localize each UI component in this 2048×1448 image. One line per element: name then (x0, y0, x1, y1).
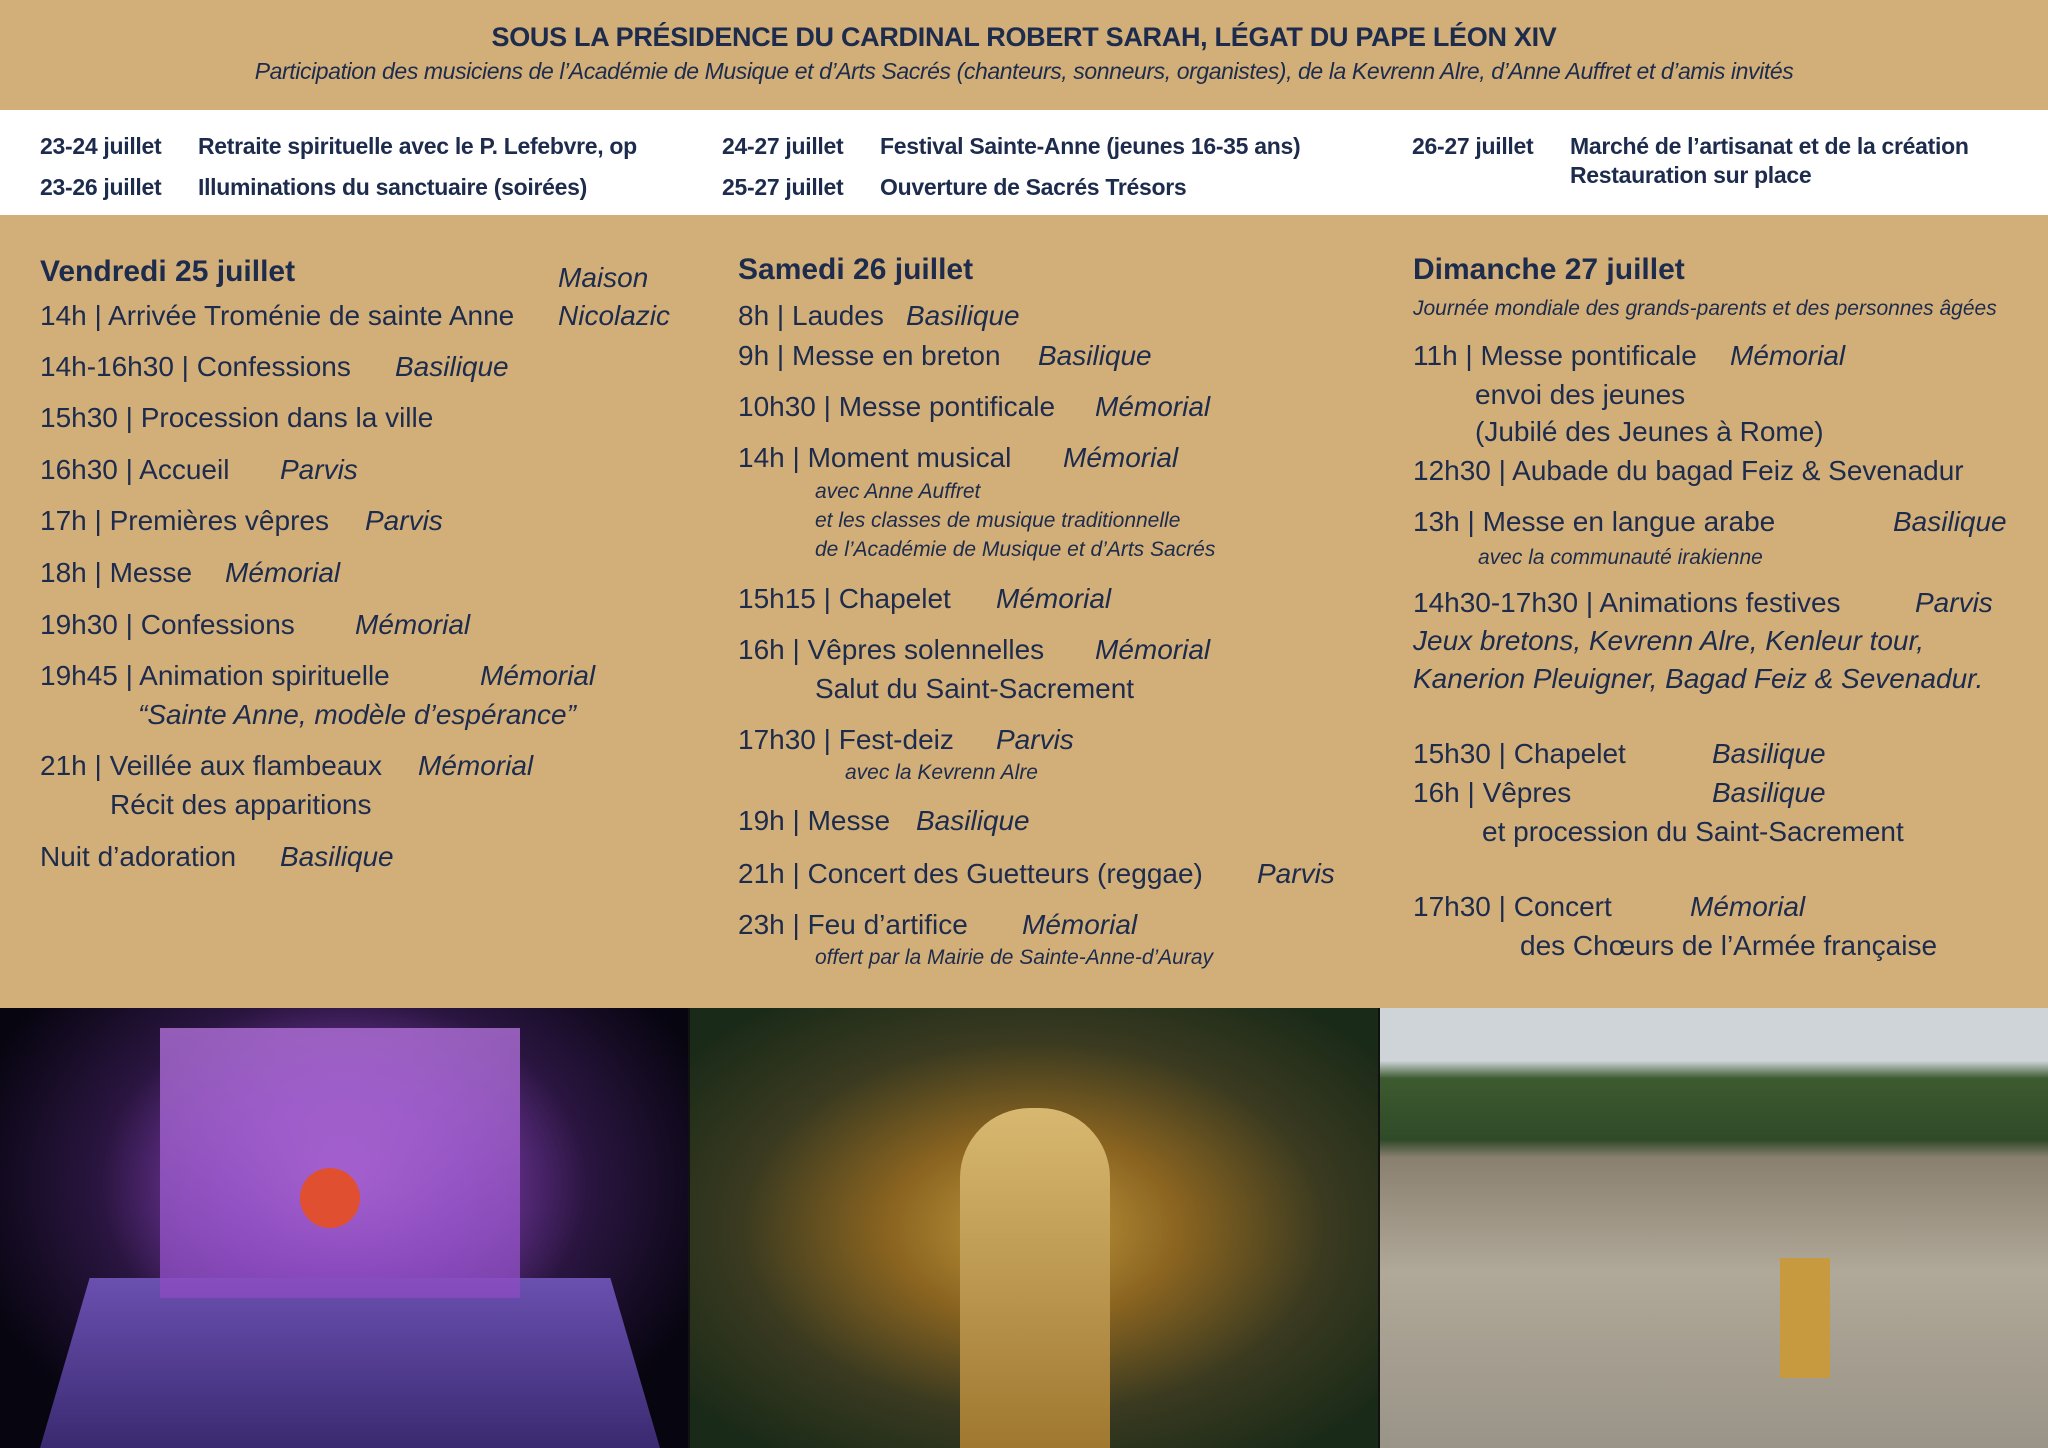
separator: | (117, 454, 140, 485)
entry-place: Parvis (1915, 587, 1993, 618)
entry-place: Parvis (1257, 858, 1335, 889)
separator: | (784, 805, 808, 836)
entry-title: Concert des Guetteurs (reggae) (807, 858, 1203, 889)
separator: | (1459, 506, 1483, 537)
entry-time: 19h30 (40, 609, 118, 640)
separator: | (784, 909, 808, 940)
schedule-entry (40, 839, 236, 875)
entry-title: Vêpres solennelles (807, 634, 1045, 665)
photo-strip (0, 1008, 2048, 1448)
schedule-entry (738, 803, 890, 839)
band-date: 23-26 juillet (40, 174, 162, 200)
separator: | (1490, 891, 1514, 922)
band-date: 23-24 juillet (40, 133, 162, 159)
entry-title: Confessions (196, 351, 351, 382)
separator: | (769, 300, 792, 331)
entry-title: Aubade du bagad Feiz & Sevenadur (1512, 455, 1964, 486)
separator: | (117, 660, 140, 691)
separator: | (86, 300, 109, 331)
entry-time: 16h30 (40, 454, 118, 485)
schedule-entry (1413, 453, 1964, 489)
schedule-entry (1413, 585, 1841, 621)
entry-place: Nicolazic (558, 300, 671, 331)
entry-detail: offert par la Mairie de Sainte-Anne-d’Auray (815, 946, 1214, 969)
entry-time: 17h30 (1413, 891, 1491, 922)
entry-time: 13h (1413, 506, 1460, 537)
day-title: Samedi 26 juillet (738, 253, 974, 286)
entry-title: Concert (1513, 891, 1612, 922)
entry-title: Messe (807, 805, 891, 836)
entry-detail: “Sainte Anne, modèle d’espérance” (138, 699, 576, 730)
entry-title: Messe pontificale (1480, 340, 1697, 371)
entry-title: Messe (109, 557, 193, 588)
entry-detail: Jeux bretons, Kevrenn Alre, Kenleur tour, (1413, 625, 1925, 656)
separator: | (1578, 587, 1600, 618)
entry-title: Chapelet (838, 583, 951, 614)
entry-title: Messe en breton (792, 340, 1001, 371)
schedule-entry (1413, 338, 1697, 374)
separator: | (815, 583, 839, 614)
band-event: Ouverture de Sacrés Trésors (880, 174, 1187, 200)
schedule-entry (738, 338, 1001, 374)
photo-illuminated-basilica (0, 1008, 688, 1448)
schedule-entry (1413, 889, 1612, 925)
entry-place: Basilique (1712, 738, 1826, 769)
entry-detail: de l’Académie de Musique et d’Arts Sacrés (815, 538, 1216, 561)
entry-place: Mémorial (225, 557, 341, 588)
entry-place: Parvis (280, 454, 358, 485)
entry-title: Messe pontificale (838, 391, 1056, 422)
entry-detail: (Jubilé des Jeunes à Rome) (1475, 416, 1824, 447)
header (0, 0, 2048, 110)
entry-detail: avec la communauté irakienne (1478, 546, 1763, 569)
separator: | (769, 340, 792, 371)
entry-time: 15h15 (738, 583, 816, 614)
day-note: Journée mondiale des grands-parents et des personnes âgées (1413, 297, 1997, 320)
separator: | (86, 750, 110, 781)
entry-detail: envoi des jeunes (1475, 379, 1686, 410)
schedule-entry (738, 440, 1011, 476)
entry-title: Fest-deiz (838, 724, 954, 755)
band-date: 24-27 juillet (722, 133, 844, 159)
entry-place: Parvis (365, 505, 443, 536)
entry-place: Mémorial (996, 583, 1112, 614)
entry-detail: Salut du Saint-Sacrement (815, 673, 1135, 704)
separator: | (784, 634, 808, 665)
schedule-entry (40, 607, 295, 643)
entry-title: Feu d’artifice (807, 909, 968, 940)
schedule-entry (40, 452, 229, 488)
entry-time: 21h (738, 858, 785, 889)
entry-place: Basilique (916, 805, 1030, 836)
entry-place: Mémorial (1690, 891, 1806, 922)
separator: | (815, 391, 839, 422)
entry-place: Mémorial (355, 609, 471, 640)
entry-place: Mémorial (1095, 391, 1211, 422)
entry-detail: des Chœurs de l’Armée française (1520, 930, 1938, 961)
entry-time: 16h (1413, 777, 1460, 808)
entry-time: 14h30-17h30 (1413, 587, 1579, 618)
entry-time: 19h45 (40, 660, 118, 691)
entry-time: 14h-16h30 (40, 351, 174, 382)
schedule-entry (738, 581, 951, 617)
schedule-entry (40, 748, 382, 784)
entry-time: 17h30 (738, 724, 816, 755)
schedule-entry (1413, 736, 1626, 772)
entry-place: Mémorial (418, 750, 534, 781)
entry-place: Basilique (1893, 506, 2007, 537)
entry-title: Chapelet (1513, 738, 1626, 769)
band-event: Festival Sainte-Anne (jeunes 16-35 ans) (880, 133, 1301, 159)
entry-title: Moment musical (807, 442, 1012, 473)
photo-golden-reliquary (690, 1008, 1378, 1448)
entry-time: 15h30 (1413, 738, 1491, 769)
entry-place: Mémorial (1063, 442, 1179, 473)
schedule-entry (738, 298, 884, 334)
schedule-entry (40, 298, 514, 334)
schedule-entry (738, 632, 1044, 668)
entry-title: Arrivée Troménie de sainte Anne (108, 300, 515, 331)
band-event: Illuminations du sanctuaire (soirées) (198, 174, 587, 200)
schedule-entry (40, 503, 329, 539)
entry-title: Procession dans la ville (140, 402, 434, 433)
entry-place: Basilique (1038, 340, 1152, 371)
entry-place: Basilique (906, 300, 1020, 331)
entry-title: Animation spirituelle (139, 660, 390, 691)
header-subtitle: Participation des musiciens de l’Académie de Musique et d’Arts Sacrés (chanteurs, sonneurs, organistes), de la Kevrenn Alre, d’Anne Auffret et d’amis invités (254, 58, 1794, 84)
separator: | (173, 351, 197, 382)
entry-time: 11h (1413, 340, 1458, 371)
entry-time: 17h (40, 505, 87, 536)
schedule-entry (1413, 504, 1775, 540)
schedule-entry (1413, 775, 1571, 811)
schedule-entry (738, 907, 968, 943)
entry-place: Maison (558, 262, 649, 293)
day-title: Dimanche 27 juillet (1413, 253, 1685, 286)
entry-time: 15h30 (40, 402, 118, 433)
band-event: Restauration sur place (1570, 162, 1812, 188)
separator: | (1490, 738, 1514, 769)
entry-place: Parvis (996, 724, 1074, 755)
entry-detail: et les classes de musique traditionnelle (815, 509, 1181, 532)
band-event: Retraite spirituelle avec le P. Lefebvre, op (198, 133, 637, 159)
separator: | (784, 442, 808, 473)
entry-time: 19h (738, 805, 785, 836)
entry-title: Nuit d’adoration (40, 841, 237, 872)
schedule-entry (40, 400, 433, 436)
schedule-entry (738, 389, 1055, 425)
separator: | (117, 609, 141, 640)
day-title: Vendredi 25 juillet (40, 255, 296, 288)
entry-time: 18h (40, 557, 87, 588)
entry-place: Basilique (395, 351, 509, 382)
entry-detail: Récit des apparitions (110, 789, 372, 820)
separator: | (1490, 455, 1513, 486)
separator: | (1457, 340, 1481, 371)
entry-title: Laudes (792, 300, 884, 331)
separator: | (86, 557, 110, 588)
entry-title: Veillée aux flambeaux (109, 750, 382, 781)
schedule-entry (40, 658, 390, 694)
band-event: Marché de l’artisanat et de la création (1570, 133, 1969, 159)
photo-procession-crowd (1380, 1008, 2048, 1448)
entry-time: 14h (40, 300, 87, 331)
entry-time: 8h (738, 300, 770, 331)
entry-title: Vêpres (1482, 777, 1572, 808)
entry-time: 9h (738, 340, 770, 371)
entry-place: Basilique (280, 841, 394, 872)
header-title: SOUS LA PRÉSIDENCE DU CARDINAL ROBERT SARAH, LÉGAT DU PAPE LÉON XIV (491, 22, 1557, 52)
entry-title: Accueil (139, 454, 230, 485)
separator: | (815, 724, 839, 755)
entry-time: 23h (738, 909, 785, 940)
entry-title: Confessions (140, 609, 295, 640)
entry-time: 10h30 (738, 391, 816, 422)
separator: | (86, 505, 110, 536)
entry-title: Messe en langue arabe (1482, 506, 1776, 537)
events-band (0, 110, 2048, 215)
band-date: 25-27 juillet (722, 174, 844, 200)
entry-detail: Kanerion Pleuigner, Bagad Feiz & Sevenadur. (1413, 663, 1984, 694)
entry-time: 16h (738, 634, 785, 665)
separator: | (1459, 777, 1483, 808)
schedule-entry (738, 722, 954, 758)
entry-place: Mémorial (480, 660, 596, 691)
entry-time: 21h (40, 750, 87, 781)
schedule-entry (40, 555, 192, 591)
entry-title: Animations festives (1599, 587, 1841, 618)
separator: | (117, 402, 141, 433)
entry-time: 12h30 (1413, 455, 1491, 486)
entry-detail: avec la Kevrenn Alre (845, 761, 1038, 784)
band-date: 26-27 juillet (1412, 133, 1534, 159)
schedule-entry (40, 349, 351, 385)
entry-place: Mémorial (1730, 340, 1846, 371)
entry-title: Premières vêpres (109, 505, 329, 536)
entry-place: Basilique (1712, 777, 1826, 808)
entry-time: 14h (738, 442, 785, 473)
separator: | (784, 858, 808, 889)
schedule-entry (738, 856, 1203, 892)
entry-place: Mémorial (1095, 634, 1211, 665)
entry-detail: avec Anne Auffret (815, 480, 981, 503)
entry-place: Mémorial (1022, 909, 1138, 940)
entry-detail: et procession du Saint-Sacrement (1482, 816, 1904, 847)
